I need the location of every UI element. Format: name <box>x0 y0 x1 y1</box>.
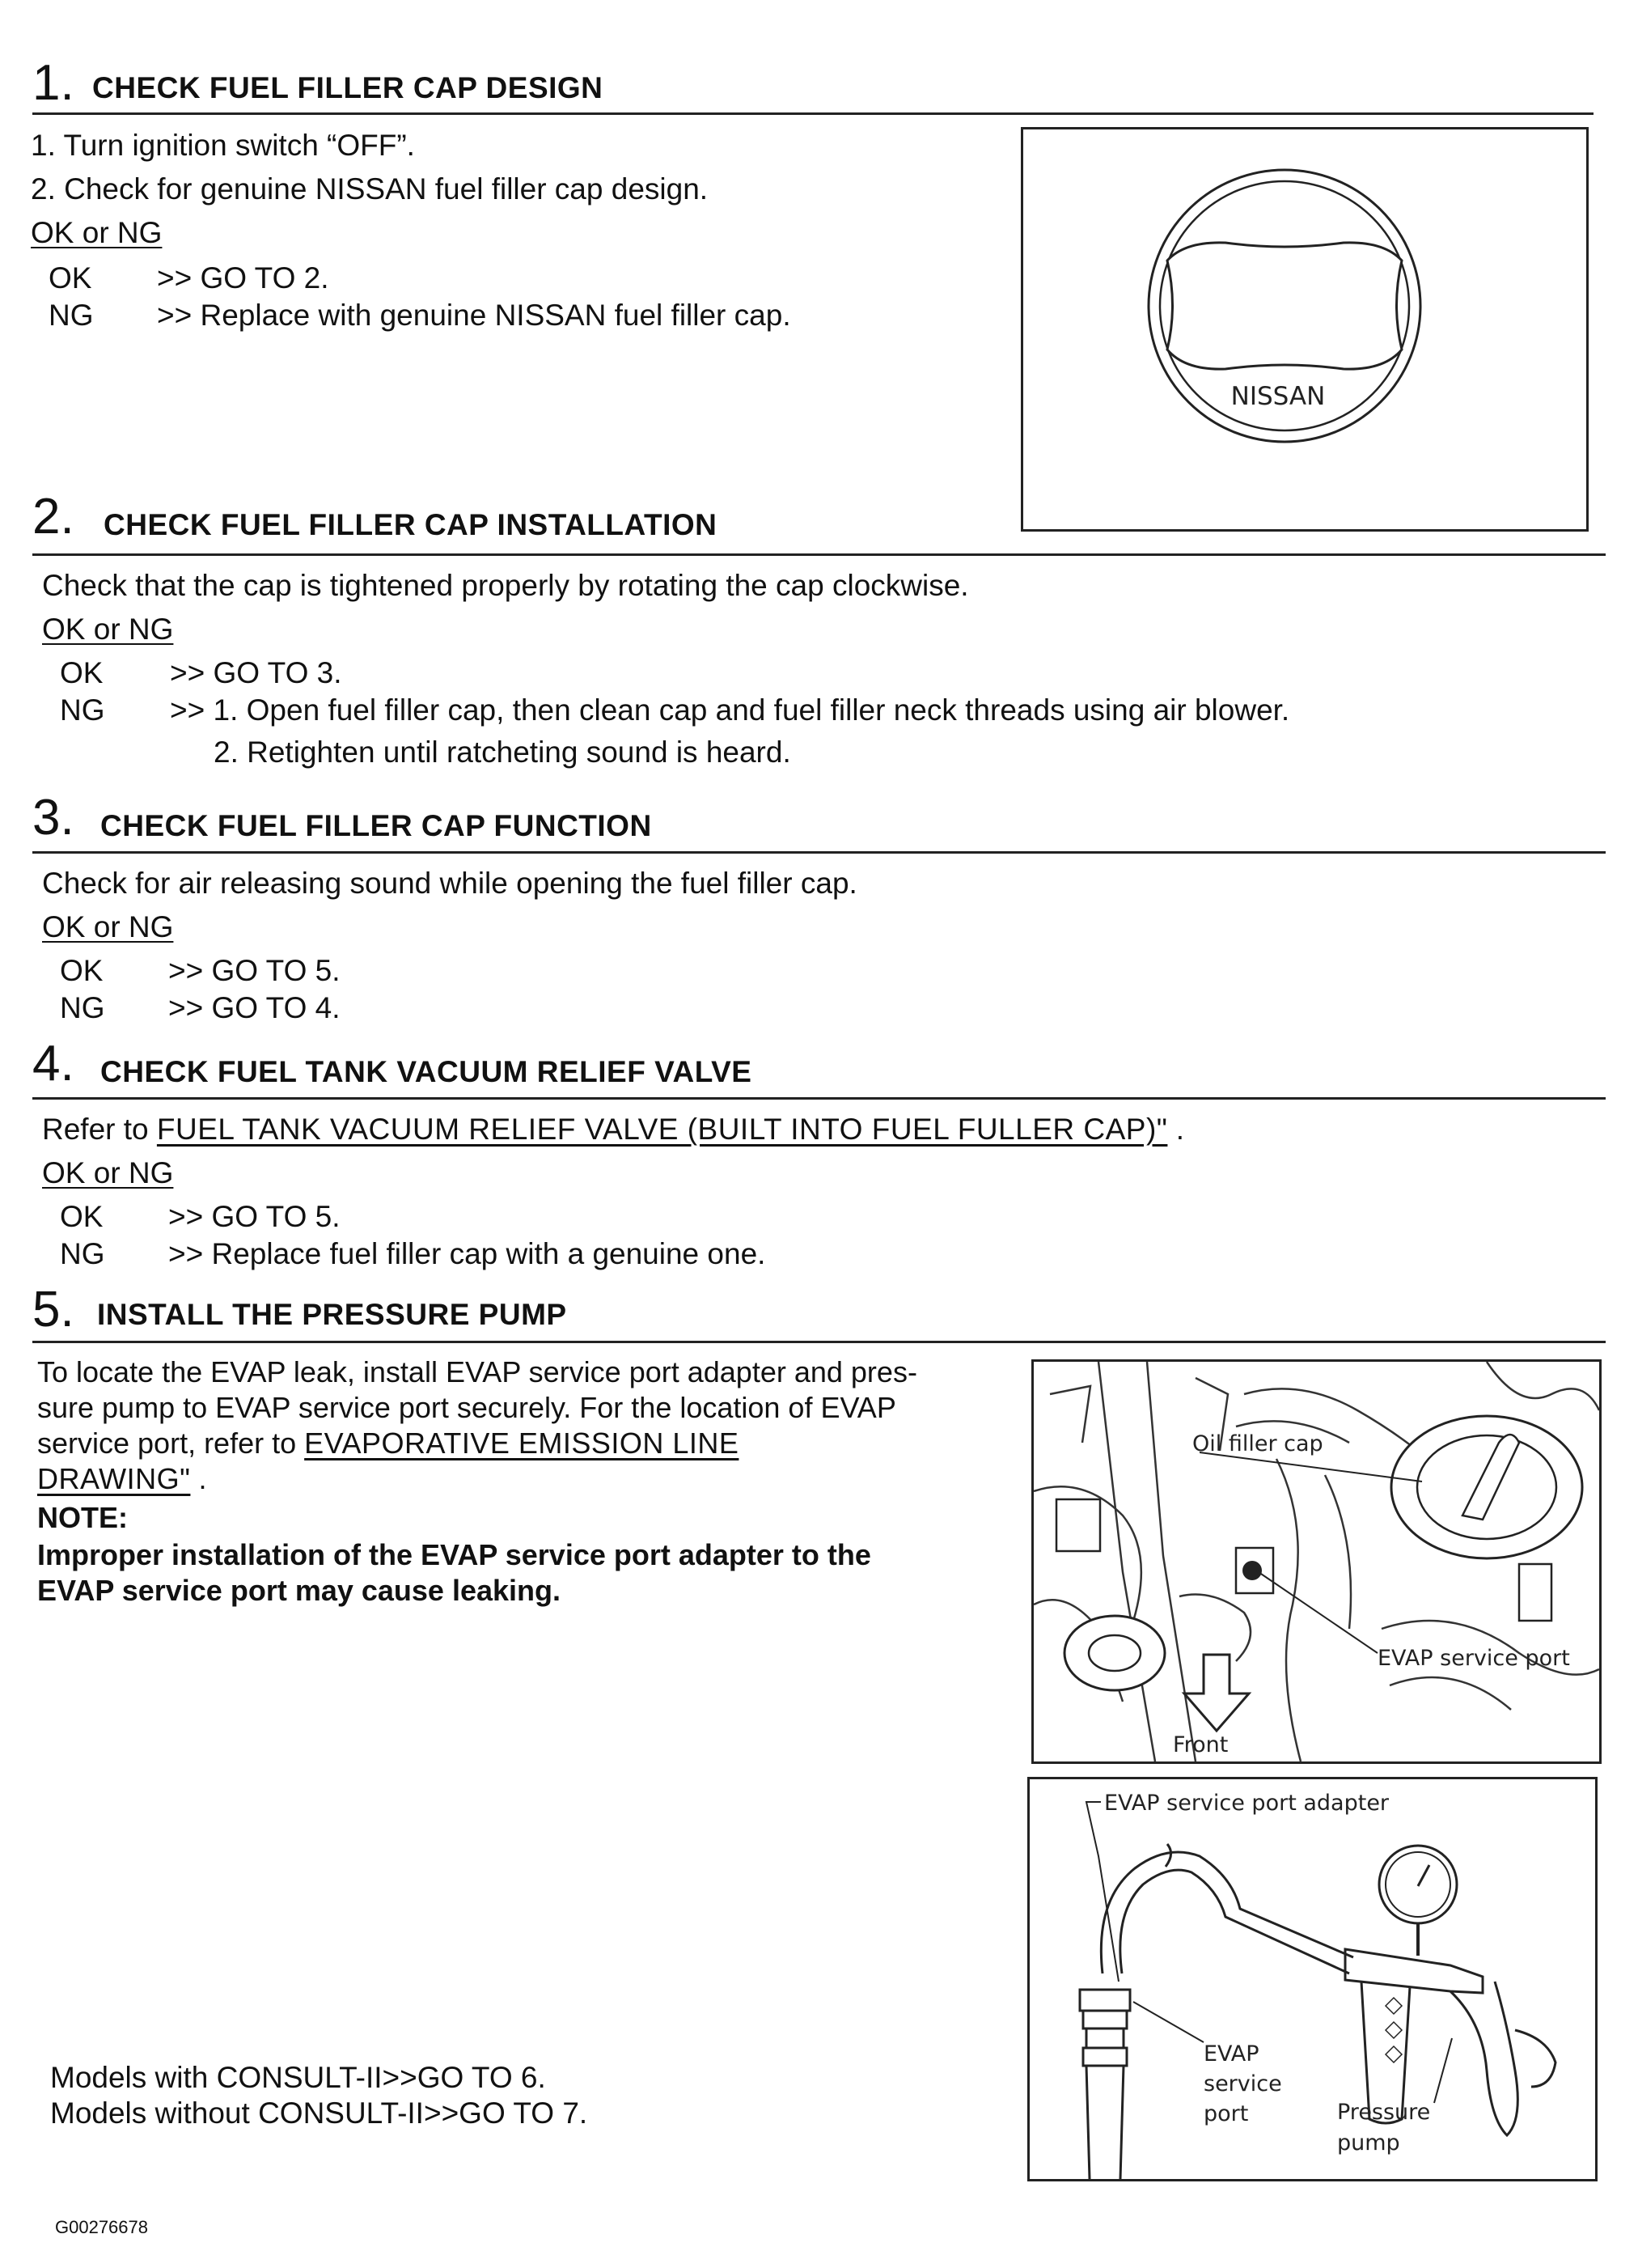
evap-adapter-label: EVAP service port adapter <box>1104 1791 1390 1816</box>
step1-divider <box>32 112 1594 115</box>
step2-ok-label: OK <box>60 656 104 689</box>
step1-ok-or-ng: OK or NG <box>31 216 163 249</box>
step5-line4-suffix: . <box>190 1462 207 1495</box>
step4-refer-prefix: Refer to <box>42 1113 157 1146</box>
step4-number: 4. <box>32 1036 74 1092</box>
engine-bay-illustration <box>1034 1362 1599 1761</box>
fuel-tank-vacuum-relief-valve-link[interactable]: FUEL TANK VACUUM RELIEF VALVE (BUILT INTO FUEL FULLER CAP)" <box>156 1113 1168 1146</box>
engine-bay-figure <box>1031 1359 1602 1764</box>
step5-line3 <box>37 1426 739 1460</box>
step3-number: 3. <box>32 790 74 846</box>
step2-ok-or-ng: OK or NG <box>42 613 174 646</box>
evap-port-label-1: EVAP <box>1204 2041 1259 2067</box>
step4-refer-suffix: . <box>1167 1113 1184 1146</box>
pressure-pump-figure <box>1027 1777 1598 2181</box>
evap-port-label-3: port <box>1204 2101 1249 2126</box>
pressure-pump-label-2: pump <box>1337 2130 1400 2156</box>
oil-filler-cap-label: Oil filler cap <box>1192 1431 1323 1456</box>
step3-body: Check for air releasing sound while opening the fuel filler cap. <box>42 867 857 900</box>
pressure-pump-label-1: Pressure <box>1337 2100 1431 2125</box>
step4-ng-action: >> Replace fuel filler cap with a genuine one. <box>168 1237 766 1270</box>
step2-ng-label: NG <box>60 693 105 727</box>
step4-ok-or-ng: OK or NG <box>42 1156 174 1189</box>
step1-title: CHECK FUEL FILLER CAP DESIGN <box>92 71 603 104</box>
step1-item2: 2. Check for genuine NISSAN fuel filler cap design. <box>31 172 709 206</box>
step3-divider <box>32 851 1606 854</box>
step3-ok-label: OK <box>60 954 104 987</box>
evap-port-label-2: service <box>1204 2071 1282 2096</box>
step2-number: 2. <box>32 489 74 545</box>
evap-service-port-label: EVAP service port <box>1378 1646 1570 1671</box>
step2-ok-action: >> GO TO 3. <box>170 656 342 689</box>
step1-number: 1. <box>32 55 74 111</box>
pressure-gauge <box>1379 1846 1457 1956</box>
document-code: G00276678 <box>55 2217 148 2237</box>
fuel-cap-illustration <box>1023 129 1586 529</box>
step4-ok-action: >> GO TO 5. <box>168 1200 341 1233</box>
next-with-consult: Models with CONSULT-II>>GO TO 6. <box>50 2061 546 2094</box>
step5-divider <box>32 1341 1606 1343</box>
fuel-cap-figure <box>1021 127 1589 532</box>
note-line2: EVAP service port may cause leaking. <box>37 1574 561 1607</box>
step1-item1: 1. Turn ignition switch “OFF”. <box>31 129 415 162</box>
step5-line4 <box>37 1461 206 1496</box>
step2-ng-action-1: >> 1. Open fuel filler cap, then clean cap and fuel filler neck threads using air blower. <box>170 693 1290 727</box>
step3-ng-label: NG <box>60 991 105 1024</box>
step2-title: CHECK FUEL FILLER CAP INSTALLATION <box>104 508 717 541</box>
front-label: Front <box>1173 1732 1229 1757</box>
step2-divider <box>32 553 1606 556</box>
step2-ng-action-2: 2. Retighten until ratcheting sound is heard. <box>214 736 791 769</box>
step5-line3-prefix: service port, refer to <box>37 1427 305 1460</box>
step5-number: 5. <box>32 1282 74 1337</box>
pressure-pump-illustration <box>1030 1779 1595 2179</box>
step3-ok-or-ng: OK or NG <box>42 910 174 943</box>
step5-line2: sure pump to EVAP service port securely. For the location of EVAP <box>37 1391 896 1424</box>
evap-emission-line-drawing-link[interactable]: EVAPORATIVE EMISSION LINE <box>304 1427 739 1460</box>
step3-title: CHECK FUEL FILLER CAP FUNCTION <box>100 809 652 842</box>
cap-brand-text: NISSAN <box>1230 382 1326 411</box>
step4-ng-label: NG <box>60 1237 105 1270</box>
step3-ok-action: >> GO TO 5. <box>168 954 341 987</box>
note-label: NOTE: <box>37 1501 128 1534</box>
step5-title: INSTALL THE PRESSURE PUMP <box>97 1298 567 1331</box>
step1-ng-action: >> Replace with genuine NISSAN fuel filler cap. <box>157 299 791 332</box>
note-line1: Improper installation of the EVAP service port adapter to the <box>37 1538 871 1571</box>
step5-line1: To locate the EVAP leak, install EVAP service port adapter and pres- <box>37 1355 917 1388</box>
step1-ok-label: OK <box>49 261 92 295</box>
step4-title: CHECK FUEL TANK VACUUM RELIEF VALVE <box>100 1055 752 1088</box>
step4-divider <box>32 1097 1606 1100</box>
step4-refer-line <box>42 1112 1184 1147</box>
step3-ng-action: >> GO TO 4. <box>168 991 341 1024</box>
step1-ng-label: NG <box>49 299 94 332</box>
step4-ok-label: OK <box>60 1200 104 1233</box>
step2-body: Check that the cap is tightened properly by rotating the cap clockwise. <box>42 569 969 602</box>
evap-emission-line-drawing-link-cont[interactable]: DRAWING" <box>37 1462 191 1495</box>
next-without-consult: Models without CONSULT-II>>GO TO 7. <box>50 2096 588 2130</box>
step1-ok-action: >> GO TO 2. <box>157 261 329 295</box>
